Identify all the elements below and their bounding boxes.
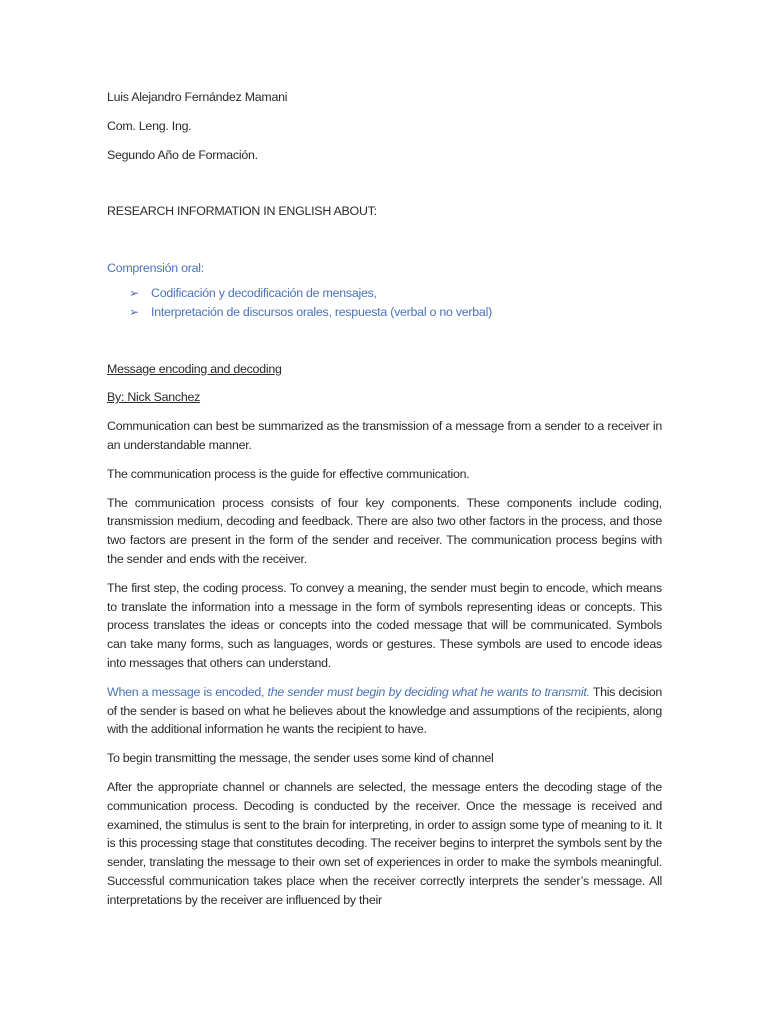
course-name: Com. Leng. Ing. — [107, 118, 192, 133]
paragraph-encoded — [107, 683, 662, 739]
arrow-right-icon: ➢ — [129, 304, 139, 319]
paragraph: The communication process is the guide for effective communication. — [107, 466, 470, 481]
arrow-right-icon: ➢ — [129, 285, 139, 300]
paragraph: After the appropriate channel or channels are selected, the message enters the decoding stage of the communication process. Decoding is conducted by the receiver. Once the message is received and examined, the stimulus is sent to the brain for interpreting, in order to assign some type of meaning to it. It is this processing stage that constitutes decoding. The receiver begins to interpret the symbols sent by the sender, translating the message to their own set of experiences in order to make the symbols meaningful. Successful communication takes place when the receiver correctly interprets the sender’s message. All interpretations by the receiver are influenced by their — [107, 779, 662, 907]
research-heading: RESEARCH INFORMATION IN ENGLISH ABOUT: — [107, 204, 377, 219]
paragraph: Communication can best be summarized as the transmission of a message from a sender to a receiver in an understandable manner. — [107, 419, 662, 452]
list-item-text: Codificación y decodificación de mensajes, — [151, 285, 377, 300]
paragraph: The first step, the coding process. To convey a meaning, the sender must begin to encode, which means to translate the information into a message in the form of symbols representing ideas or concepts. This process translates the ideas or concepts into the coded message that will be communicated. Symbols can take many forms, such as languages, words or gestures. These symbols are used to encode ideas into messages that others can understand. — [107, 580, 662, 670]
author-name: Luis Alejandro Fernández Mamani — [107, 90, 288, 104]
paragraph: To begin transmitting the message, the sender uses some kind of channel — [107, 751, 494, 766]
list-item — [129, 284, 662, 303]
paragraph-italic: the sender must begin by deciding what he wants to transmit. — [267, 684, 590, 699]
paragraph: The communication process consists of four key components. These components include coding, transmission medium, decoding and feedback. There are also two other factors in the process, and those two factors are present in the form of the sender and receiver. The communication process begins with the sender and ends with the receiver. — [107, 495, 662, 566]
topic-title: Comprensión oral: — [107, 261, 204, 276]
year-label: Segundo Año de Formación. — [107, 147, 258, 162]
list-item — [129, 303, 662, 322]
article-title: Message encoding and decoding — [107, 361, 282, 376]
article-byline: By: Nick Sanchez — [107, 390, 201, 405]
paragraph-end: This decision of the sender is based on what he believes about the knowledge and assumptions of the recipients, along with the additional information he wants the recipient to have. — [107, 684, 663, 737]
list-item-text: Interpretación de discursos orales, respuesta (verbal o no verbal) — [151, 304, 492, 319]
document-page — [107, 88, 662, 910]
paragraph-start: When a message is encoded, — [107, 684, 268, 699]
topic-bullet-list — [107, 284, 662, 322]
